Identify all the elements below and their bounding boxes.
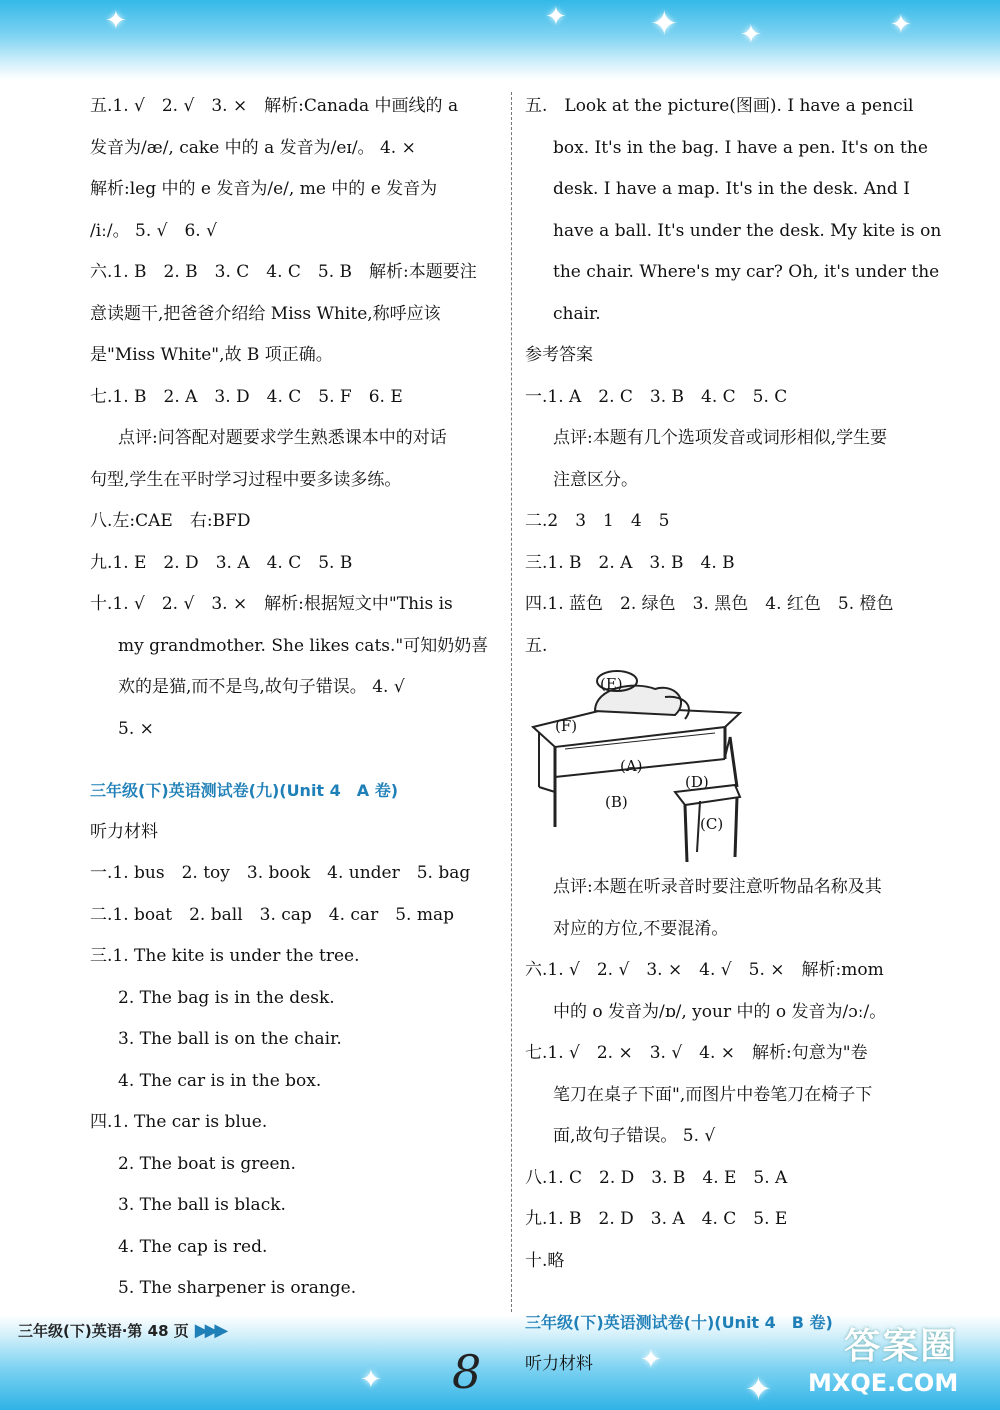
figure-label-d: (D) xyxy=(685,773,709,791)
text-line: my grandmother. She likes cats."可知奶奶喜 xyxy=(118,635,489,656)
text-line: 五.1. √ 2. √ 3. × 解析:Canada 中画线的 a xyxy=(90,96,459,116)
watermark-logo: 答案圈 xyxy=(844,1326,959,1367)
text-line: the chair. Where's my car? Oh, it's under the xyxy=(553,262,940,282)
sparkle-icon: ✦ xyxy=(545,2,567,32)
text-line: 三.1. The kite is under the tree. xyxy=(90,946,360,966)
text-line: 中的 o 发音为/ɒ/, your 中的 o 发音为/ɔː/。 xyxy=(553,1001,887,1022)
figure-label-f: (F) xyxy=(555,717,578,735)
handwritten-mark: 8 xyxy=(452,1345,482,1399)
text-line: 2. The boat is green. xyxy=(118,1153,296,1174)
text-line: 3. The ball is black. xyxy=(118,1195,286,1215)
text-line: 十.略 xyxy=(525,1250,565,1271)
text-line: 5. × xyxy=(118,718,154,739)
text-line: 2. The bag is in the desk. xyxy=(118,987,335,1008)
text-line: have a ball. It's under the desk. My kite is on xyxy=(553,220,942,241)
text-line: 一.1. bus 2. toy 3. book 4. under 5. bag xyxy=(90,863,471,883)
text-line: 三.1. B 2. A 3. B 4. B xyxy=(525,552,735,573)
text-line: desk. I have a map. It's in the desk. And I xyxy=(553,179,910,199)
text-line: 点评:本题有几个选项发音或词形相似,学生要 xyxy=(553,428,888,448)
text-line: 七.1. √ 2. × 3. √ 4. × 解析:句意为"卷 xyxy=(525,1043,868,1063)
sparkle-icon: ✦ xyxy=(890,10,912,40)
text-line: 八.1. C 2. D 3. B 4. E 5. A xyxy=(525,1167,788,1188)
arrow-icon: ▶▶▶ xyxy=(194,1320,225,1341)
text-line: 十.1. √ 2. √ 3. × 解析:根据短文中"This is xyxy=(90,594,453,614)
sparkle-icon: ✦ xyxy=(105,6,127,36)
section-heading: 三年级(下)英语测试卷(十)(Unit 4 B 卷) xyxy=(525,1313,833,1332)
text-line: 对应的方位,不要混淆。 xyxy=(553,918,729,939)
text-line: 八.左:CAE 右:BFD xyxy=(90,511,251,531)
top-decorative-band xyxy=(0,0,1000,80)
text-line: 笔刀在桌子下面",而图片中卷笔刀在椅子下 xyxy=(553,1084,873,1105)
text-line: 3. The ball is on the chair. xyxy=(118,1029,342,1049)
section-heading: 三年级(下)英语测试卷(九)(Unit 4 A 卷) xyxy=(90,781,399,800)
sparkle-icon: ✦ xyxy=(745,1370,772,1408)
text-line: 六.1. √ 2. √ 3. × 4. √ 5. × 解析:mom xyxy=(525,960,884,980)
figure-label-a: (A) xyxy=(620,757,643,775)
text-line: 点评:本题在听录音时要注意听物品名称及其 xyxy=(553,877,882,897)
text-line: 听力材料 xyxy=(90,821,158,842)
text-line: 句型,学生在平时学习过程中要多读多练。 xyxy=(90,469,402,490)
text-line: 参考答案 xyxy=(525,345,593,365)
watermark-url: MXQE.COM xyxy=(808,1369,959,1397)
text-line: 五. xyxy=(525,635,548,656)
page-footer xyxy=(18,1320,224,1341)
text-line: 四.1. The car is blue. xyxy=(90,1112,268,1132)
text-line: 九.1. B 2. D 3. A 4. C 5. E xyxy=(525,1209,788,1229)
text-line: 六.1. B 2. B 3. C 4. C 5. B 解析:本题要注 xyxy=(90,262,477,282)
text-line: 七.1. B 2. A 3. D 4. C 5. F 6. E xyxy=(90,386,403,407)
column-divider xyxy=(511,92,512,1312)
sparkle-icon: ✦ xyxy=(640,1345,662,1375)
text-line: 发音为/æ/, cake 中的 a 发音为/eɪ/。 4. × xyxy=(90,137,416,158)
text-line: 九.1. E 2. D 3. A 4. C 5. B xyxy=(90,552,353,573)
text-line: /iː/。 5. √ 6. √ xyxy=(90,220,217,241)
left-column xyxy=(90,86,498,1310)
desk-chair-figure xyxy=(525,667,930,867)
text-line: box. It's in the bag. I have a pen. It's on the xyxy=(553,137,928,158)
text-line: 注意区分。 xyxy=(553,469,638,490)
desk-chair-illustration xyxy=(525,667,755,867)
text-line: 二.1. boat 2. ball 3. cap 4. car 5. map xyxy=(90,904,454,925)
text-line: 解析:leg 中的 e 发音为/e/, me 中的 e 发音为 xyxy=(90,179,438,199)
text-line: 5. The sharpener is orange. xyxy=(118,1278,357,1298)
text-line: 二.2 3 1 4 5 xyxy=(525,511,670,531)
text-line: chair. xyxy=(553,303,601,324)
watermark xyxy=(808,1318,958,1397)
text-line: 听力材料 xyxy=(525,1353,593,1374)
figure-label-b: (B) xyxy=(605,793,628,811)
text-line: 是"Miss White",故 B 项正确。 xyxy=(90,345,333,365)
figure-label-c: (C) xyxy=(700,815,724,833)
sparkle-icon: ✦ xyxy=(740,20,762,50)
sparkle-icon: ✦ xyxy=(360,1365,382,1395)
text-line: 4. The car is in the box. xyxy=(118,1070,322,1091)
text-line: 欢的是猫,而不是鸟,故句子错误。 4. √ xyxy=(118,677,405,697)
footer-label: 三年级(下)英语·第 48 页 xyxy=(18,1322,189,1340)
text-line: 四.1. 蓝色 2. 绿色 3. 黑色 4. 红色 5. 橙色 xyxy=(525,594,894,614)
sparkle-icon: ✦ xyxy=(650,4,679,44)
text-line: 点评:问答配对题要求学生熟悉课本中的对话 xyxy=(118,428,447,448)
text-line: 面,故句子错误。 5. √ xyxy=(553,1126,716,1146)
text-line: 意读题干,把爸爸介绍给 Miss White,称呼应该 xyxy=(90,303,441,324)
text-line: 五. Look at the picture(图画). I have a pencil xyxy=(525,96,914,116)
figure-label-e: (E) xyxy=(600,675,623,693)
text-line: 4. The cap is red. xyxy=(118,1236,268,1257)
text-line: 一.1. A 2. C 3. B 4. C 5. C xyxy=(525,386,788,407)
